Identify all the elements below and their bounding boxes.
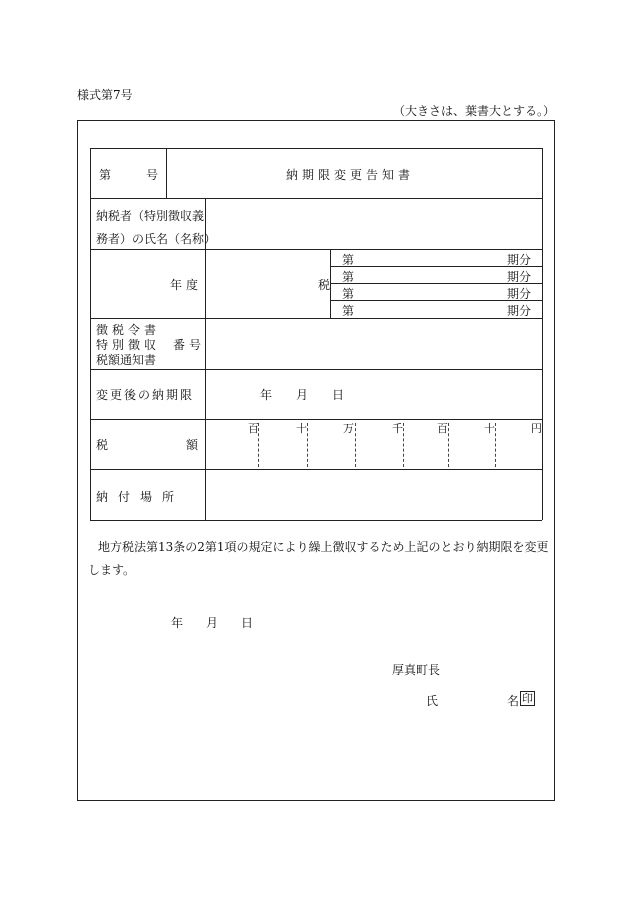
period-2-suffix: 期分 (507, 270, 532, 284)
taxpayer-label-line2: 務者）の氏名（名称） (96, 232, 217, 246)
amount-unit-juu-2: 十 (484, 422, 495, 435)
amount-unit-hyaku-2: 百 (437, 422, 448, 435)
row-sep-1 (90, 198, 542, 199)
size-note: （大きさは、葉書大とする。） (393, 104, 556, 118)
col-sep-title (166, 148, 167, 198)
new-deadline-day: 日 (332, 388, 345, 402)
notice-label-line3: 税額通知書 (96, 353, 157, 367)
period-1-suffix: 期分 (507, 253, 532, 267)
body-text-line1: 地方税法第13条の2第1項の規定により繰上徴収するため上記のとおり納期限を変更 (98, 540, 549, 554)
amount-unit-sen: 千 (392, 422, 403, 435)
table-right-border (542, 148, 543, 520)
tax-label: 税 (318, 278, 331, 292)
form-number: 様式第7号 (77, 88, 133, 102)
notice-label-line2a: 特別徴収 (96, 338, 161, 352)
form-title: 納期限変更告知書 (286, 168, 415, 182)
notice-label-line2b: 番号 (173, 338, 206, 352)
period-1-prefix: 第 (342, 253, 355, 267)
row-sep-6 (90, 469, 542, 470)
period-3-prefix: 第 (342, 287, 355, 301)
amount-unit-yen: 円 (531, 422, 542, 435)
notice-label-line1: 徴税令書 (96, 323, 161, 337)
number-label-dai: 第 (99, 168, 112, 182)
date-year: 年 (171, 616, 184, 630)
amount-divider-5 (448, 423, 449, 467)
table-bottom-border (90, 520, 542, 521)
row-sep-4 (90, 369, 542, 370)
fiscal-year-label: 年度 (170, 278, 203, 292)
amount-divider-2 (307, 423, 308, 467)
period-4-suffix: 期分 (507, 304, 532, 318)
seal-label: 印 (522, 692, 533, 705)
date-day: 日 (241, 616, 254, 630)
date-month: 月 (206, 616, 219, 630)
amount-divider-4 (403, 423, 404, 467)
amount-divider-3 (355, 423, 356, 467)
amount-unit-juu-1: 十 (296, 422, 307, 435)
new-deadline-month: 月 (296, 388, 309, 402)
table-top-border (90, 148, 542, 149)
taxpayer-label-line1: 納税者（特別徴収義 (96, 209, 205, 223)
body-text-line2: します。 (88, 563, 136, 577)
seal-mark (520, 691, 535, 706)
signature-name-b: 名 (507, 694, 520, 708)
amount-unit-man: 万 (343, 422, 354, 435)
period-3-suffix: 期分 (507, 287, 532, 301)
new-deadline-year: 年 (260, 388, 273, 402)
tax-amount-label-b: 額 (186, 438, 199, 452)
table-left-border (90, 148, 91, 520)
number-label-go: 号 (146, 168, 159, 182)
payment-place-label: 納付場所 (96, 490, 185, 504)
tax-amount-label-a: 税 (96, 438, 109, 452)
row-sep-3 (90, 318, 542, 319)
period-4-prefix: 第 (342, 304, 355, 318)
row-sep-5 (90, 419, 542, 420)
row-sep-2 (90, 249, 542, 250)
office-name: 厚真町長 (392, 663, 441, 677)
period-2-prefix: 第 (342, 270, 355, 284)
amount-unit-hyaku-1: 百 (248, 422, 259, 435)
new-deadline-label: 変更後の納期限 (96, 388, 195, 402)
signature-name-a: 氏 (426, 694, 439, 708)
amount-divider-6 (495, 423, 496, 467)
